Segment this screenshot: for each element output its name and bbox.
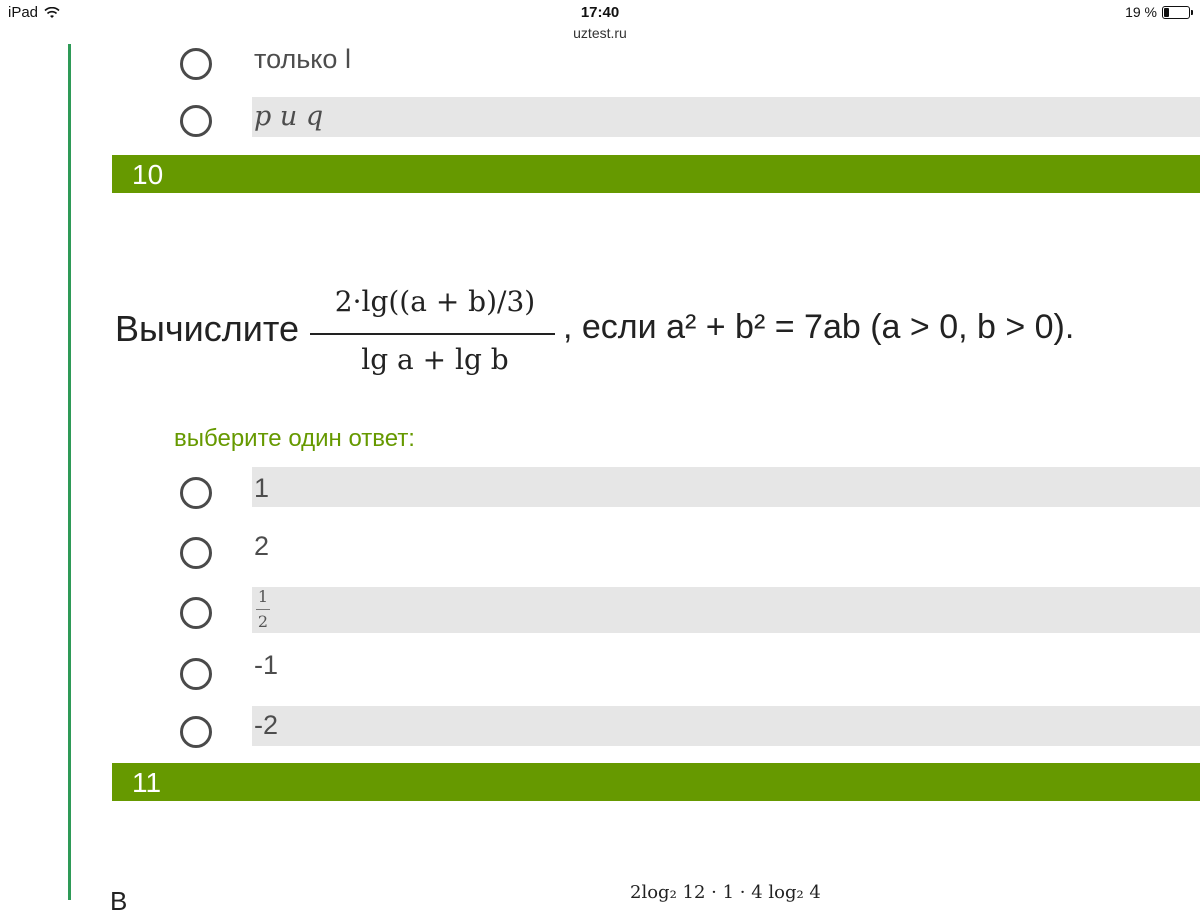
fraction-numerator: 1 — [257, 587, 269, 606]
radio-button[interactable] — [180, 597, 212, 629]
question-11-text-partial — [110, 880, 1010, 916]
option-fraction — [256, 589, 270, 630]
prev-option-only-l[interactable] — [112, 40, 1200, 80]
question-text — [115, 285, 1115, 385]
option-background — [252, 587, 1200, 633]
question-number: 11 — [132, 767, 162, 798]
answer-option-2[interactable] — [112, 527, 1200, 567]
prev-option-p-and-q[interactable] — [112, 97, 1200, 137]
battery-fill — [1164, 8, 1169, 17]
fraction-numerator: 2·lg((a + b)/3) — [334, 285, 536, 318]
answer-option-3[interactable] — [112, 587, 1200, 633]
fraction-denominator: 2 — [257, 612, 269, 631]
option-background — [252, 97, 1200, 137]
option-label: только l — [254, 44, 351, 74]
fraction-denominator: lg a + lg b — [361, 343, 509, 376]
fraction-bar — [256, 609, 270, 610]
radio-button[interactable] — [180, 658, 212, 690]
radio-button[interactable] — [180, 477, 212, 509]
question-header-10 — [112, 155, 1200, 193]
answer-option-5[interactable] — [112, 706, 1200, 746]
question-condition: , если a² + b² = 7ab (a > 0, b > 0). — [563, 308, 1075, 346]
option-background — [252, 706, 1200, 746]
question-text-start: В — [110, 886, 128, 916]
fraction-bar — [310, 333, 555, 335]
option-background — [252, 467, 1200, 507]
question-fraction — [310, 285, 560, 385]
device-name: iPad — [8, 4, 39, 21]
radio-button[interactable] — [180, 537, 212, 569]
battery-icon — [1162, 6, 1190, 19]
battery-indicator — [1125, 4, 1190, 20]
answer-option-4[interactable] — [112, 648, 1200, 688]
question-header-11 — [112, 763, 1200, 801]
status-bar — [0, 0, 1200, 44]
question-prefix: Вычислите — [115, 308, 299, 349]
option-label: 2 — [254, 531, 270, 561]
answer-option-1[interactable] — [112, 467, 1200, 507]
clock: 17:40 — [580, 4, 620, 21]
address-url[interactable]: uztest.ru — [573, 25, 627, 41]
choose-answer-label: выберите один ответ: — [174, 425, 415, 452]
question-formula-fragment: 2log₂ 12 · 1 · 4 log₂ 4 — [630, 882, 821, 903]
battery-percent: 19 % — [1125, 4, 1157, 20]
radio-button[interactable] — [180, 48, 212, 80]
radio-button[interactable] — [180, 716, 212, 748]
question-number: 10 — [132, 159, 164, 190]
left-divider-line — [68, 44, 71, 900]
option-label: p и q — [254, 101, 324, 132]
radio-button[interactable] — [180, 105, 212, 137]
option-label: -1 — [254, 650, 279, 680]
option-label: -2 — [254, 710, 279, 740]
option-label: 1 — [254, 473, 270, 503]
